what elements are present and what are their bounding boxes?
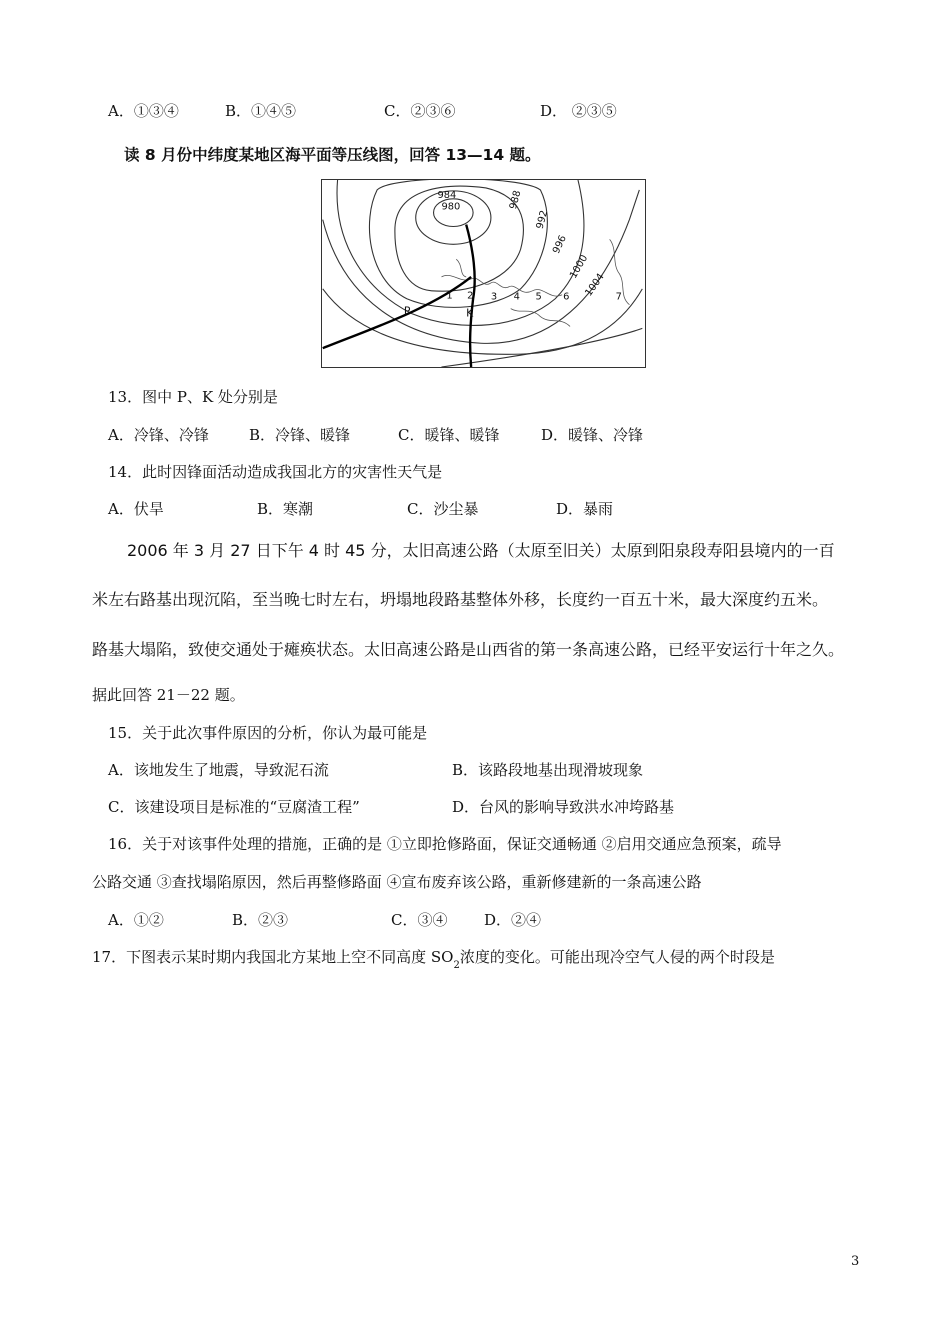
- q13-stem: 13．图中 P、K 处分别是: [108, 388, 278, 406]
- isobar-label-984: 984: [437, 189, 457, 201]
- q16-option-d: D．②④: [484, 911, 542, 929]
- q14-option-a: A．伏旱: [108, 500, 164, 518]
- q15-option-a: A．该地发生了地震，导致泥石流: [108, 761, 329, 779]
- q14-option-b: B．寒潮: [257, 500, 314, 518]
- q12-option-d: D． ②③⑤: [540, 102, 617, 120]
- q15-stem: 15．关于此次事件原因的分析，你认为最可能是: [108, 724, 428, 742]
- q12-option-b: B．①④⑤: [225, 102, 297, 120]
- station-label-1: 1: [446, 290, 453, 302]
- station-label-4: 4: [513, 291, 520, 303]
- isobar-label-1004: 1004: [583, 271, 607, 299]
- q13-option-c: C．暖锋、暖锋: [398, 426, 500, 444]
- q14-stem: 14．此时因锋面活动造成我国北方的灾害性天气是: [108, 463, 443, 481]
- q17-subscript: 2: [453, 960, 460, 971]
- q12-option-c: C．②③⑥: [384, 102, 456, 120]
- isobar-1004-line: [323, 289, 643, 354]
- q16-option-a: A．①②: [108, 911, 164, 929]
- station-label-5: 5: [535, 291, 542, 303]
- isobar-996-line: [337, 180, 584, 325]
- isobar-label-988: 988: [507, 189, 524, 211]
- passage-line-4: 据此回答 21－22 题。: [92, 686, 245, 704]
- isobar-map: [321, 179, 646, 368]
- station-label-6: 6: [563, 291, 570, 303]
- front-label-k: K: [466, 306, 474, 320]
- q15-option-b: B．该路段地基出现滑坡现象: [452, 761, 644, 779]
- isobar-label-992: 992: [534, 209, 551, 231]
- page-number: 3: [851, 1254, 860, 1269]
- q17-stem-after: 浓度的变化。可能出现冷空气人侵的两个时段是: [459, 948, 775, 966]
- station-label-3: 3: [490, 291, 498, 303]
- passage-line-3: 路基大塌陷，致使交通处于瘫痪状态。太旧高速公路是山西省的第一条高速公路，已经平安运行十年之久。: [92, 640, 845, 659]
- q16-stem-line-1: 16．关于对该事件处理的措施，正确的是 ①立即抢修路面，保证交通畅通 ②启用交通应急预案，疏导: [108, 835, 782, 853]
- passage-line-2: 米左右路基出现沉陷，至当晚七时左右，坍塌地段路基整体外移，长度约一百五十米，最大深度约五米。: [92, 590, 829, 609]
- q15-option-d: D．台风的影响导致洪水冲垮路基: [452, 798, 675, 816]
- q13-option-d: D．暖锋、冷锋: [541, 426, 644, 444]
- q16-option-c: C．③④: [391, 911, 448, 929]
- q16-stem-line-2: 公路交通 ③查找塌陷原因，然后再整修路面 ④宣布废弃该公路，重新修建新的一条高速公路: [92, 873, 702, 891]
- q13-option-a: A．冷锋、冷锋: [108, 426, 209, 444]
- isobar-label-1000: 1000: [568, 253, 591, 281]
- q14-option-c: C．沙尘暴: [407, 500, 479, 518]
- q17-stem: [92, 947, 775, 976]
- q12-option-a: A．①③④: [108, 102, 179, 120]
- map-intro: 读 8 月份中纬度某地区海平面等压线图，回答 13—14 题。: [124, 146, 541, 164]
- front-label-p: P: [403, 304, 411, 318]
- station-label-2: 2: [467, 290, 474, 302]
- q15-option-c: C．该建设项目是标准的“豆腐渣工程”: [108, 798, 360, 816]
- isobar-label-980: 980: [441, 201, 461, 213]
- station-label-7: 7: [615, 291, 622, 303]
- q13-option-b: B．冷锋、暖锋: [249, 426, 351, 444]
- isobar-label-996: 996: [550, 233, 569, 256]
- q16-option-b: B．②③: [232, 911, 289, 929]
- q14-option-d: D．暴雨: [556, 500, 614, 518]
- q17-stem-before: 17．下图表示某时期内我国北方某地上空不同高度 SO: [92, 948, 454, 966]
- passage-line-1: 2006 年 3 月 27 日下午 4 时 45 分，太旧高速公路（太原至旧关）太原到阳泉段寿阳县境内的一百: [127, 541, 835, 560]
